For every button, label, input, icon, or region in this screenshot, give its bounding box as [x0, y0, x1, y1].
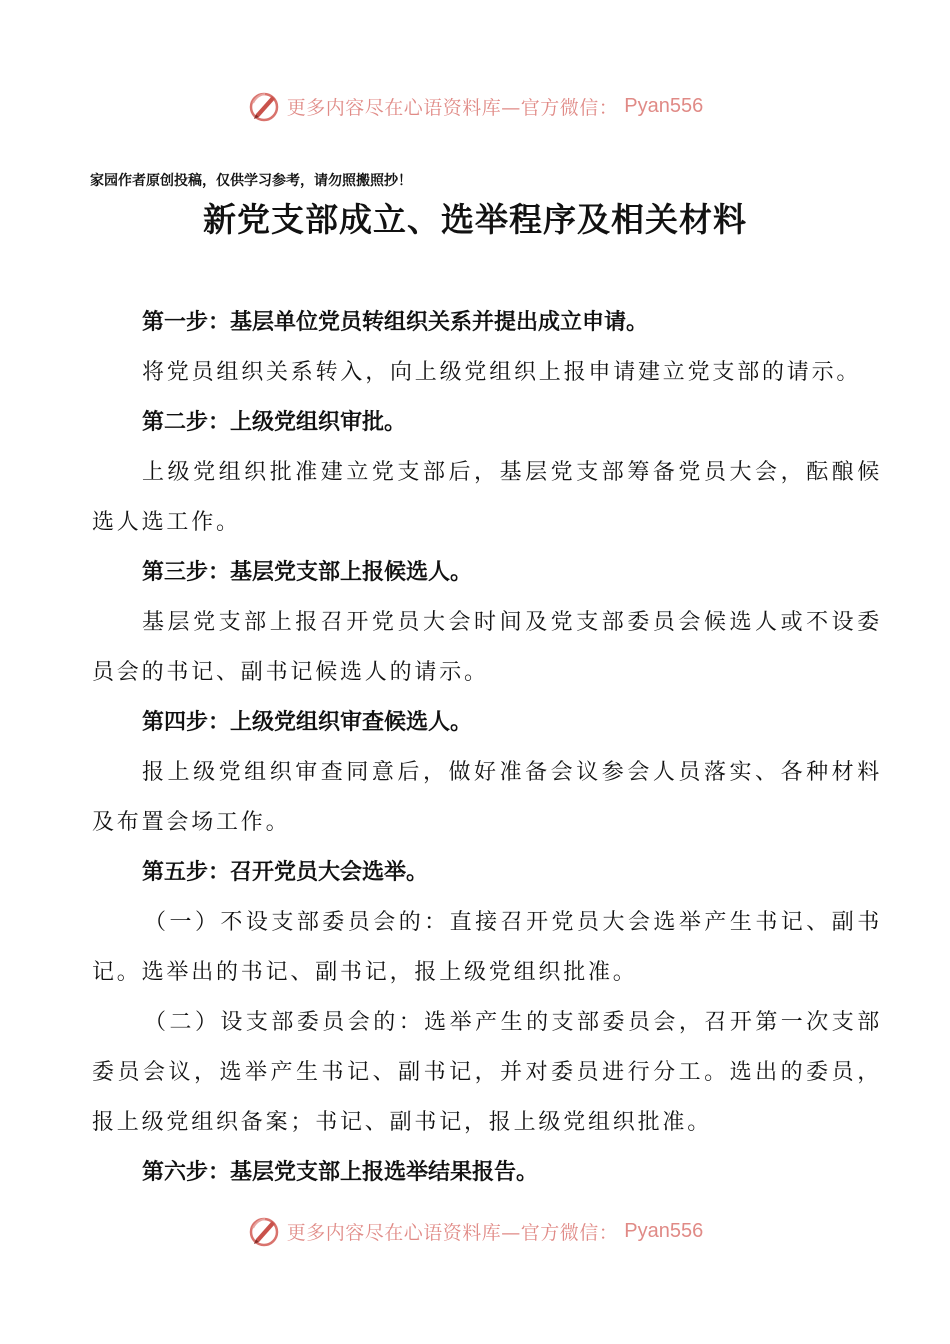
copyright-notice: 家园作者原创投稿，仅供学习参考，请勿照搬照抄！: [90, 173, 412, 189]
watermark-bottom: [0, 1211, 950, 1251]
paragraph-line: 记。选举出的书记、副书记，报上级党组织批准。: [92, 960, 638, 985]
paragraph-line: 报上级党组织备案；书记、副书记，报上级党组织批准。: [92, 1110, 713, 1135]
paragraph-line: 上级党组织批准建立党支部后，基层党支部筹备党员大会，酝酿候: [142, 460, 882, 485]
paragraph-line: 将党员组织关系转入，向上级党组织上报申请建立党支部的请示。: [142, 360, 862, 385]
paragraph-line: （二）设支部委员会的：选举产生的支部委员会，召开第一次支部: [144, 1010, 882, 1035]
document-body: [92, 298, 882, 1198]
paragraph-line: 及布置会场工作。: [92, 810, 291, 835]
watermark-wechat-id: Pyan556: [624, 94, 704, 117]
step-heading: 第五步：召开党员大会选举。: [142, 860, 429, 885]
paragraph-line: 委员会议，选举产生书记、副书记，并对委员进行分工。选出的委员，: [92, 1060, 882, 1085]
step-heading: 第二步：上级党组织审批。: [142, 410, 407, 435]
step-heading: 第四步：上级党组织审查候选人。: [142, 710, 473, 735]
pen-logo-icon: [247, 1214, 281, 1248]
paragraph-line: （一）不设支部委员会的：直接召开党员大会选举产生书记、副书: [144, 910, 882, 935]
document-title: 新党支部成立、选举程序及相关材料: [203, 200, 747, 239]
watermark-wechat-id: Pyan556: [624, 1219, 704, 1242]
paragraph-line: 选人选工作。: [92, 510, 241, 535]
step-heading: 第三步：基层党支部上报候选人。: [142, 560, 473, 585]
step-heading: 第一步：基层单位党员转组织关系并提出成立申请。: [142, 310, 649, 335]
paragraph-line: 员会的书记、副书记候选人的请示。: [92, 660, 489, 685]
paragraph-line: 基层党支部上报召开党员大会时间及党支部委员会候选人或不设委: [142, 610, 882, 635]
watermark-top: [0, 86, 950, 126]
pen-logo-icon: [247, 89, 281, 123]
watermark-text: 更多内容尽在心语资料库—官方微信：: [286, 96, 619, 119]
paragraph-line: 报上级党组织审查同意后，做好准备会议参会人员落实、各种材料: [142, 760, 882, 785]
watermark-text: 更多内容尽在心语资料库—官方微信：: [286, 1221, 619, 1244]
step-heading: 第六步：基层党支部上报选举结果报告。: [142, 1160, 539, 1185]
